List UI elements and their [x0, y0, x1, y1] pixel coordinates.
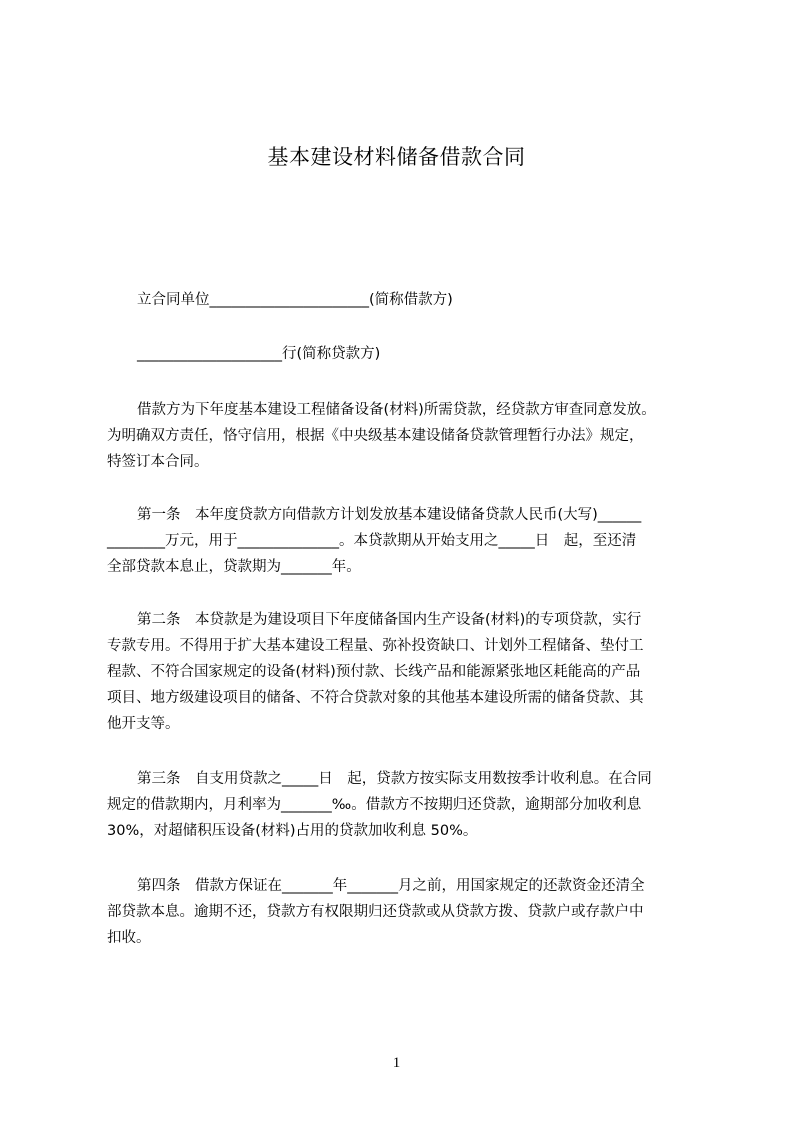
preamble-line: 借款方为下年度基本建设工程储备设备(材料)所需贷款，经贷款方审查同意发放。 [137, 402, 656, 418]
article-2-line: 第二条 本贷款是为建设项目下年度储备国内生产设备(材料)的专项贷款，实行 [137, 612, 642, 628]
article-4-line: 部贷款本息。逾期不还，贷款方有权限期归还贷款或从贷款方拨、贷款户或存款户中 [107, 904, 644, 920]
article-1-line: ________万元，用于______________。本贷款期从开始支用之_____日 起，至还清 [107, 533, 637, 549]
article-1-line: 第一条 本年度贷款方向借款方计划发放基本建设储备贷款人民币(大写)______ [137, 507, 642, 523]
article-2-line: 专款专用。不得用于扩大基本建设工程量、弥补投资缺口、计划外工程储备、垫付工 [107, 638, 644, 654]
article-2-line: 程款、不符合国家规定的设备(材料)预付款、长线产品和能源紧张地区耗能高的产品 [107, 664, 641, 680]
preamble-line: 为明确双方责任，恪守信用，根据《中央级基本建设储备贷款管理暂行办法》规定， [107, 428, 644, 444]
article-2-line: 项目、地方级建设项目的储备、不符合贷款对象的其他基本建设所需的储备贷款、其 [107, 690, 644, 706]
article-4 [107, 873, 707, 951]
article-2-line: 他开支等。 [107, 716, 180, 732]
lender-party-line: ____________________行(简称贷款方) [137, 346, 381, 362]
preamble-line: 特签订本合同。 [107, 454, 209, 470]
article-1 [107, 502, 707, 580]
document-title: 基本建设材料储备借款合同 [267, 145, 526, 169]
article-3-line: 30%，对超储积压设备(材料)占用的贷款加收利息 50%。 [107, 823, 478, 839]
article-4-line: 扣收。 [107, 930, 151, 946]
article-3-line: 第三条 自支用贷款之_____日 起，贷款方按实际支用数按季计收利息。在合同 [137, 771, 652, 787]
article-4-line: 第四条 借款方保证在_______年_______月之前，用国家规定的还款资金还清全 [137, 878, 645, 894]
article-3 [107, 766, 707, 844]
borrower-party-line: 立合同单位______________________(简称借款方) [137, 292, 453, 308]
article-3-line: 规定的借款期内，月利率为_______‰。借款方不按期归还贷款，逾期部分加收利息 [107, 797, 642, 813]
article-1-line: 全部贷款本息止，贷款期为_______年。 [107, 559, 361, 575]
preamble-paragraph [107, 397, 707, 475]
article-2 [107, 607, 707, 737]
page-number: 1 [392, 1055, 401, 1071]
